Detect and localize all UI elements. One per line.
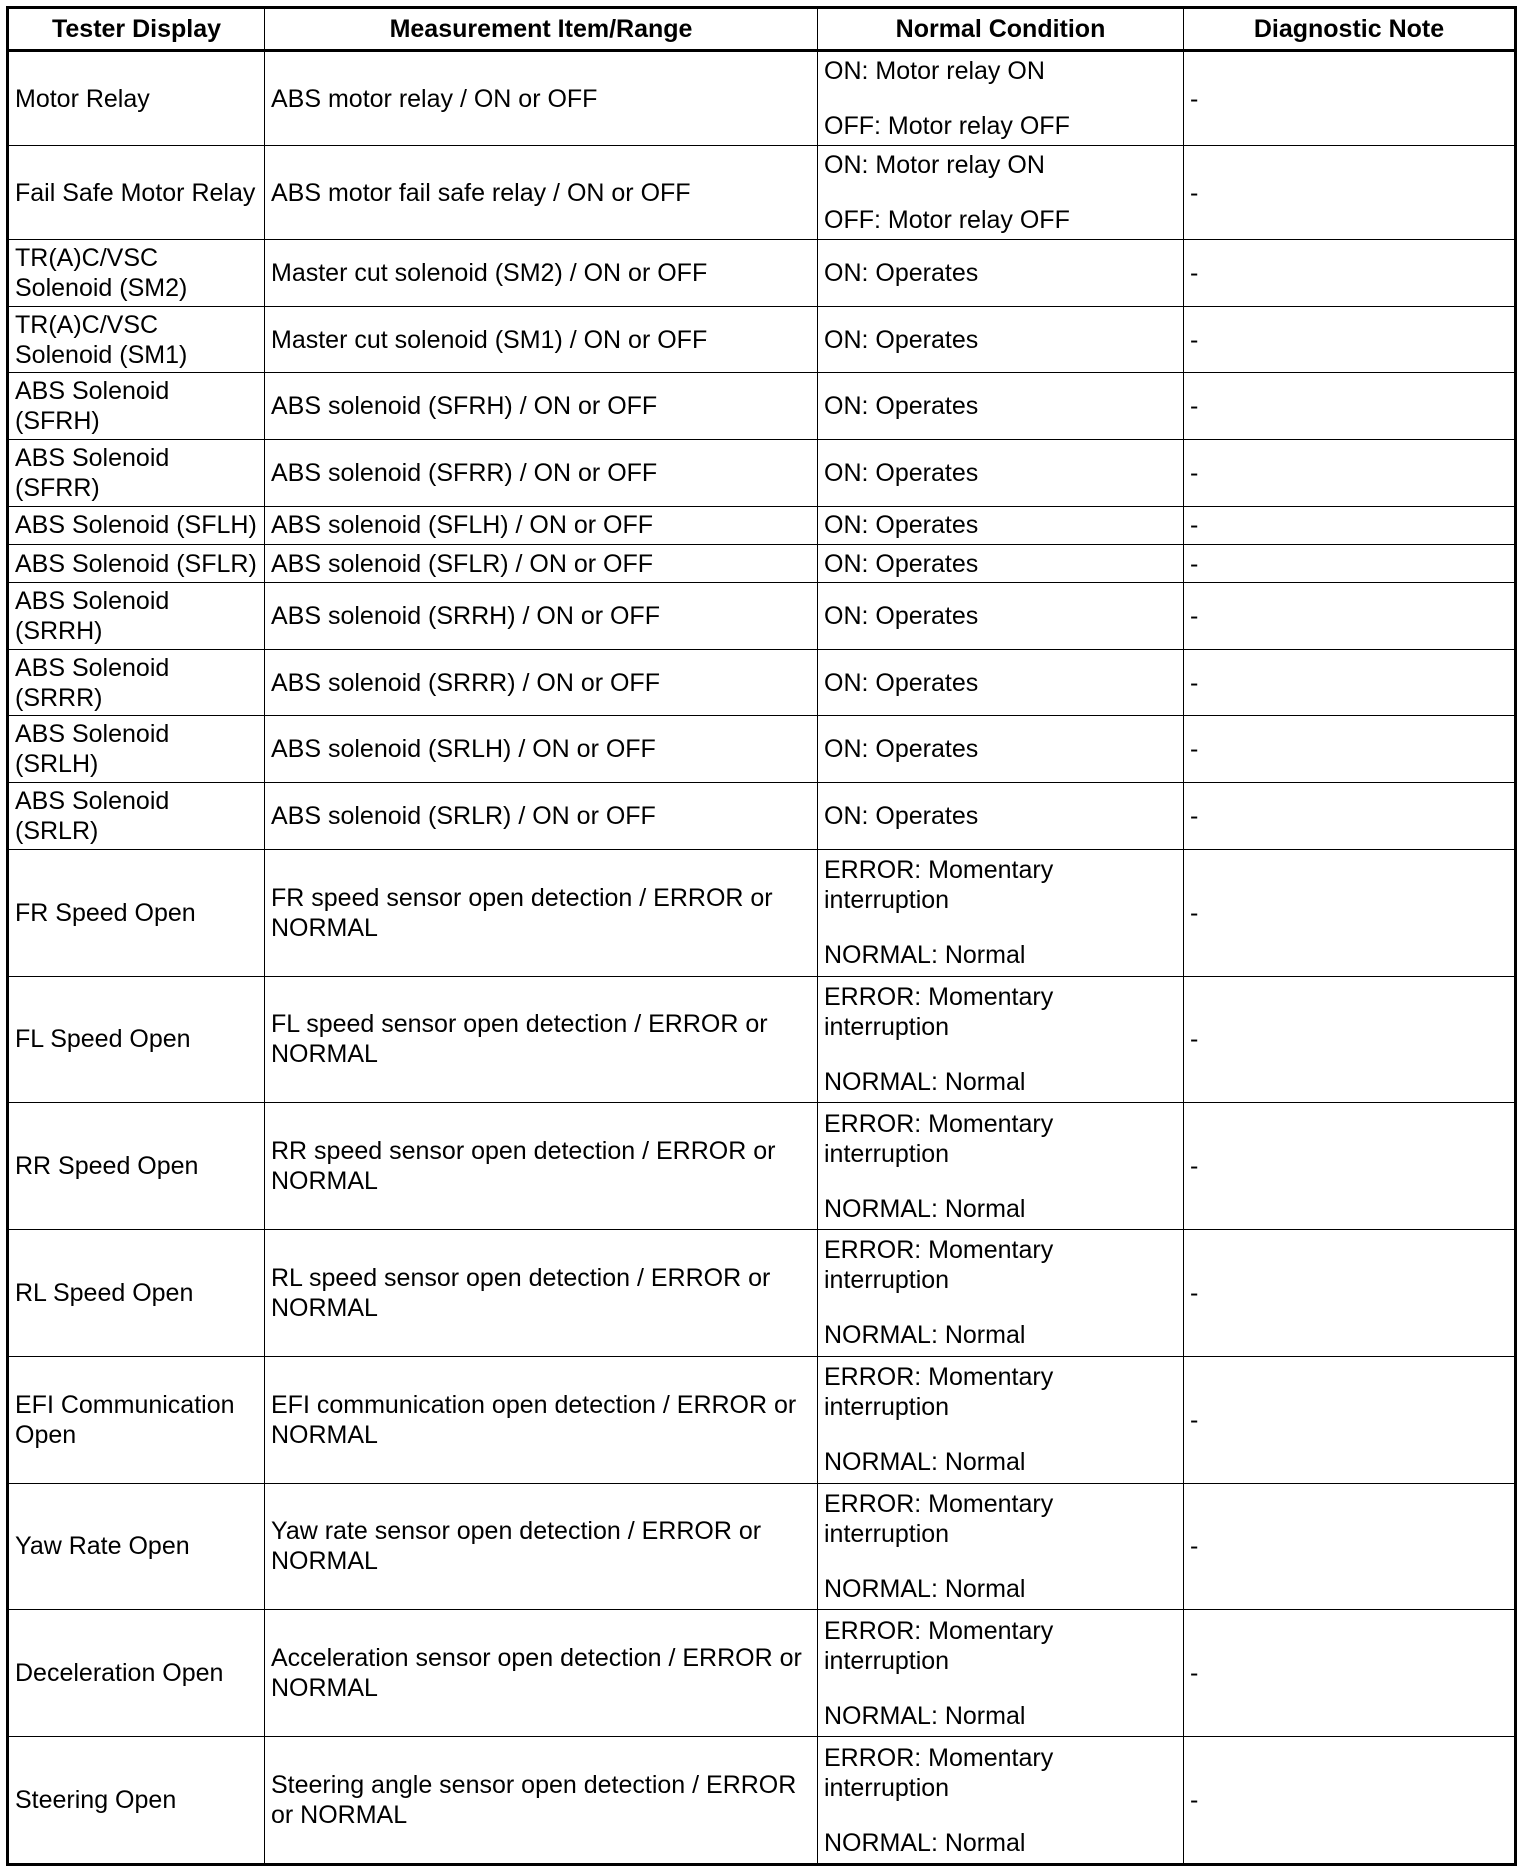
cell-tester-display: FR Speed Open <box>8 849 265 976</box>
cell-normal-condition <box>818 51 1184 146</box>
cell-tester-display: ABS Solenoid (SFLR) <box>8 544 265 582</box>
table-row <box>8 373 1516 440</box>
cell-diagnostic-note: - <box>1184 849 1516 976</box>
cell-diagnostic-note: - <box>1184 1230 1516 1357</box>
condition-spacer <box>824 1803 1177 1828</box>
condition-spacer <box>824 1169 1177 1194</box>
cell-tester-display: ABS Solenoid (SRLH) <box>8 716 265 783</box>
cell-normal-condition <box>818 306 1184 373</box>
cell-diagnostic-note: - <box>1184 716 1516 783</box>
table-row <box>8 1483 1516 1610</box>
table-row <box>8 1230 1516 1357</box>
normal-condition-line: ON: Operates <box>824 392 979 421</box>
cell-normal-condition <box>818 240 1184 307</box>
table-row <box>8 716 1516 783</box>
cell-diagnostic-note: - <box>1184 583 1516 650</box>
cell-measurement-item: FL speed sensor open detection / ERROR or NORMAL <box>265 976 818 1103</box>
cell-diagnostic-note: - <box>1184 1356 1516 1483</box>
table-row <box>8 1610 1516 1737</box>
cell-measurement-item: ABS solenoid (SFRR) / ON or OFF <box>265 440 818 507</box>
cell-measurement-item: Master cut solenoid (SM1) / ON or OFF <box>265 306 818 373</box>
condition-spacer <box>824 180 1177 205</box>
cell-measurement-item: ABS solenoid (SRLR) / ON or OFF <box>265 783 818 850</box>
cell-normal-condition <box>818 1737 1184 1865</box>
cell-tester-display: Yaw Rate Open <box>8 1483 265 1610</box>
header-normal-condition: Normal Condition <box>818 8 1184 51</box>
cell-tester-display: Steering Open <box>8 1737 265 1865</box>
table-row <box>8 976 1516 1103</box>
cell-tester-display: ABS Solenoid (SRLR) <box>8 783 265 850</box>
cell-diagnostic-note: - <box>1184 544 1516 582</box>
normal-condition-line: NORMAL: Normal <box>824 1701 1026 1730</box>
header-measurement-item: Measurement Item/Range <box>265 8 818 51</box>
normal-condition-line: OFF: Motor relay OFF <box>824 206 1070 235</box>
normal-condition-line: ERROR: Momentary interruption <box>824 1616 1054 1675</box>
normal-condition-line: ERROR: Momentary interruption <box>824 1363 1054 1422</box>
cell-normal-condition <box>818 1483 1184 1610</box>
cell-diagnostic-note: - <box>1184 1610 1516 1737</box>
normal-condition-line: NORMAL: Normal <box>824 941 1026 970</box>
cell-normal-condition <box>818 1103 1184 1230</box>
normal-condition-line: NORMAL: Normal <box>824 1574 1026 1603</box>
cell-measurement-item: ABS solenoid (SFLR) / ON or OFF <box>265 544 818 582</box>
cell-tester-display: TR(A)C/VSC Solenoid (SM1) <box>8 306 265 373</box>
cell-measurement-item: Master cut solenoid (SM2) / ON or OFF <box>265 240 818 307</box>
cell-normal-condition <box>818 976 1184 1103</box>
table-header <box>8 8 1516 51</box>
table-row <box>8 440 1516 507</box>
cell-measurement-item: ABS solenoid (SFLH) / ON or OFF <box>265 506 818 544</box>
cell-diagnostic-note: - <box>1184 1103 1516 1230</box>
cell-normal-condition <box>818 1610 1184 1737</box>
normal-condition-line: ERROR: Momentary interruption <box>824 1743 1054 1802</box>
normal-condition-line: ON: Operates <box>824 325 979 354</box>
cell-normal-condition <box>818 716 1184 783</box>
normal-condition-line: ON: Operates <box>824 511 979 540</box>
cell-tester-display: ABS Solenoid (SFRH) <box>8 373 265 440</box>
cell-diagnostic-note: - <box>1184 649 1516 716</box>
cell-normal-condition <box>818 1230 1184 1357</box>
cell-measurement-item: Acceleration sensor open detection / ERROR or NORMAL <box>265 1610 818 1737</box>
cell-normal-condition <box>818 783 1184 850</box>
normal-condition-line: NORMAL: Normal <box>824 1194 1026 1223</box>
table-row <box>8 544 1516 582</box>
cell-normal-condition <box>818 583 1184 650</box>
cell-normal-condition <box>818 1356 1184 1483</box>
cell-tester-display: TR(A)C/VSC Solenoid (SM2) <box>8 240 265 307</box>
normal-condition-line: NORMAL: Normal <box>824 1321 1026 1350</box>
table-row <box>8 1103 1516 1230</box>
normal-condition-line: ON: Operates <box>824 549 979 578</box>
cell-tester-display: Fail Safe Motor Relay <box>8 146 265 240</box>
cell-normal-condition <box>818 506 1184 544</box>
table-row <box>8 51 1516 146</box>
cell-tester-display: ABS Solenoid (SRRR) <box>8 649 265 716</box>
cell-diagnostic-note: - <box>1184 1737 1516 1865</box>
cell-diagnostic-note: - <box>1184 240 1516 307</box>
table-row <box>8 1737 1516 1865</box>
table-row <box>8 849 1516 976</box>
cell-measurement-item: ABS solenoid (SFRH) / ON or OFF <box>265 373 818 440</box>
condition-spacer <box>824 1422 1177 1447</box>
cell-normal-condition <box>818 146 1184 240</box>
cell-diagnostic-note: - <box>1184 51 1516 146</box>
table-row <box>8 1356 1516 1483</box>
table-row <box>8 783 1516 850</box>
cell-tester-display: RL Speed Open <box>8 1230 265 1357</box>
normal-condition-line: OFF: Motor relay OFF <box>824 112 1070 141</box>
cell-tester-display: Deceleration Open <box>8 1610 265 1737</box>
cell-normal-condition <box>818 544 1184 582</box>
cell-tester-display: FL Speed Open <box>8 976 265 1103</box>
normal-condition-line: ON: Operates <box>824 668 979 697</box>
cell-tester-display: EFI Communication Open <box>8 1356 265 1483</box>
normal-condition-line: ON: Operates <box>824 801 979 830</box>
table-body <box>8 51 1516 1865</box>
normal-condition-line: ERROR: Momentary interruption <box>824 856 1054 915</box>
cell-diagnostic-note: - <box>1184 440 1516 507</box>
normal-condition-line: ERROR: Momentary interruption <box>824 982 1054 1041</box>
cell-measurement-item: FR speed sensor open detection / ERROR or NORMAL <box>265 849 818 976</box>
condition-spacer <box>824 915 1177 940</box>
cell-tester-display: Motor Relay <box>8 51 265 146</box>
header-row <box>8 8 1516 51</box>
cell-measurement-item: Yaw rate sensor open detection / ERROR or NORMAL <box>265 1483 818 1610</box>
normal-condition-line: ON: Operates <box>824 735 979 764</box>
normal-condition-line: ON: Operates <box>824 258 979 287</box>
cell-measurement-item: ABS solenoid (SRRH) / ON or OFF <box>265 583 818 650</box>
table-row <box>8 240 1516 307</box>
cell-normal-condition <box>818 440 1184 507</box>
condition-spacer <box>824 1549 1177 1574</box>
cell-measurement-item: RL speed sensor open detection / ERROR or NORMAL <box>265 1230 818 1357</box>
cell-normal-condition <box>818 849 1184 976</box>
normal-condition-line: ERROR: Momentary interruption <box>824 1489 1054 1548</box>
normal-condition-line: ERROR: Momentary interruption <box>824 1109 1054 1168</box>
cell-measurement-item: ABS motor relay / ON or OFF <box>265 51 818 146</box>
normal-condition-line: ON: Motor relay ON <box>824 57 1045 86</box>
cell-normal-condition <box>818 649 1184 716</box>
normal-condition-line: NORMAL: Normal <box>824 1448 1026 1477</box>
header-tester-display: Tester Display <box>8 8 265 51</box>
cell-tester-display: ABS Solenoid (SFLH) <box>8 506 265 544</box>
condition-spacer <box>824 86 1177 111</box>
normal-condition-line: NORMAL: Normal <box>824 1828 1026 1857</box>
cell-measurement-item: ABS solenoid (SRRR) / ON or OFF <box>265 649 818 716</box>
cell-diagnostic-note: - <box>1184 146 1516 240</box>
cell-diagnostic-note: - <box>1184 976 1516 1103</box>
cell-normal-condition <box>818 373 1184 440</box>
cell-diagnostic-note: - <box>1184 1483 1516 1610</box>
condition-spacer <box>824 1042 1177 1067</box>
normal-condition-line: NORMAL: Normal <box>824 1067 1026 1096</box>
cell-measurement-item: ABS solenoid (SRLH) / ON or OFF <box>265 716 818 783</box>
table-row <box>8 583 1516 650</box>
cell-measurement-item: Steering angle sensor open detection / ERROR or NORMAL <box>265 1737 818 1865</box>
condition-spacer <box>824 1295 1177 1320</box>
table-row <box>8 649 1516 716</box>
cell-tester-display: ABS Solenoid (SFRR) <box>8 440 265 507</box>
cell-diagnostic-note: - <box>1184 373 1516 440</box>
tester-data-table <box>6 6 1517 1866</box>
condition-spacer <box>824 1676 1177 1701</box>
normal-condition-line: ERROR: Momentary interruption <box>824 1236 1054 1295</box>
cell-measurement-item: ABS motor fail safe relay / ON or OFF <box>265 146 818 240</box>
cell-diagnostic-note: - <box>1184 506 1516 544</box>
normal-condition-line: ON: Motor relay ON <box>824 151 1045 180</box>
table-row <box>8 146 1516 240</box>
cell-diagnostic-note: - <box>1184 306 1516 373</box>
normal-condition-line: ON: Operates <box>824 601 979 630</box>
table-row <box>8 306 1516 373</box>
cell-tester-display: RR Speed Open <box>8 1103 265 1230</box>
normal-condition-line: ON: Operates <box>824 458 979 487</box>
table-row <box>8 506 1516 544</box>
cell-diagnostic-note: - <box>1184 783 1516 850</box>
cell-measurement-item: RR speed sensor open detection / ERROR or NORMAL <box>265 1103 818 1230</box>
cell-measurement-item: EFI communication open detection / ERROR or NORMAL <box>265 1356 818 1483</box>
header-diagnostic-note: Diagnostic Note <box>1184 8 1516 51</box>
cell-tester-display: ABS Solenoid (SRRH) <box>8 583 265 650</box>
